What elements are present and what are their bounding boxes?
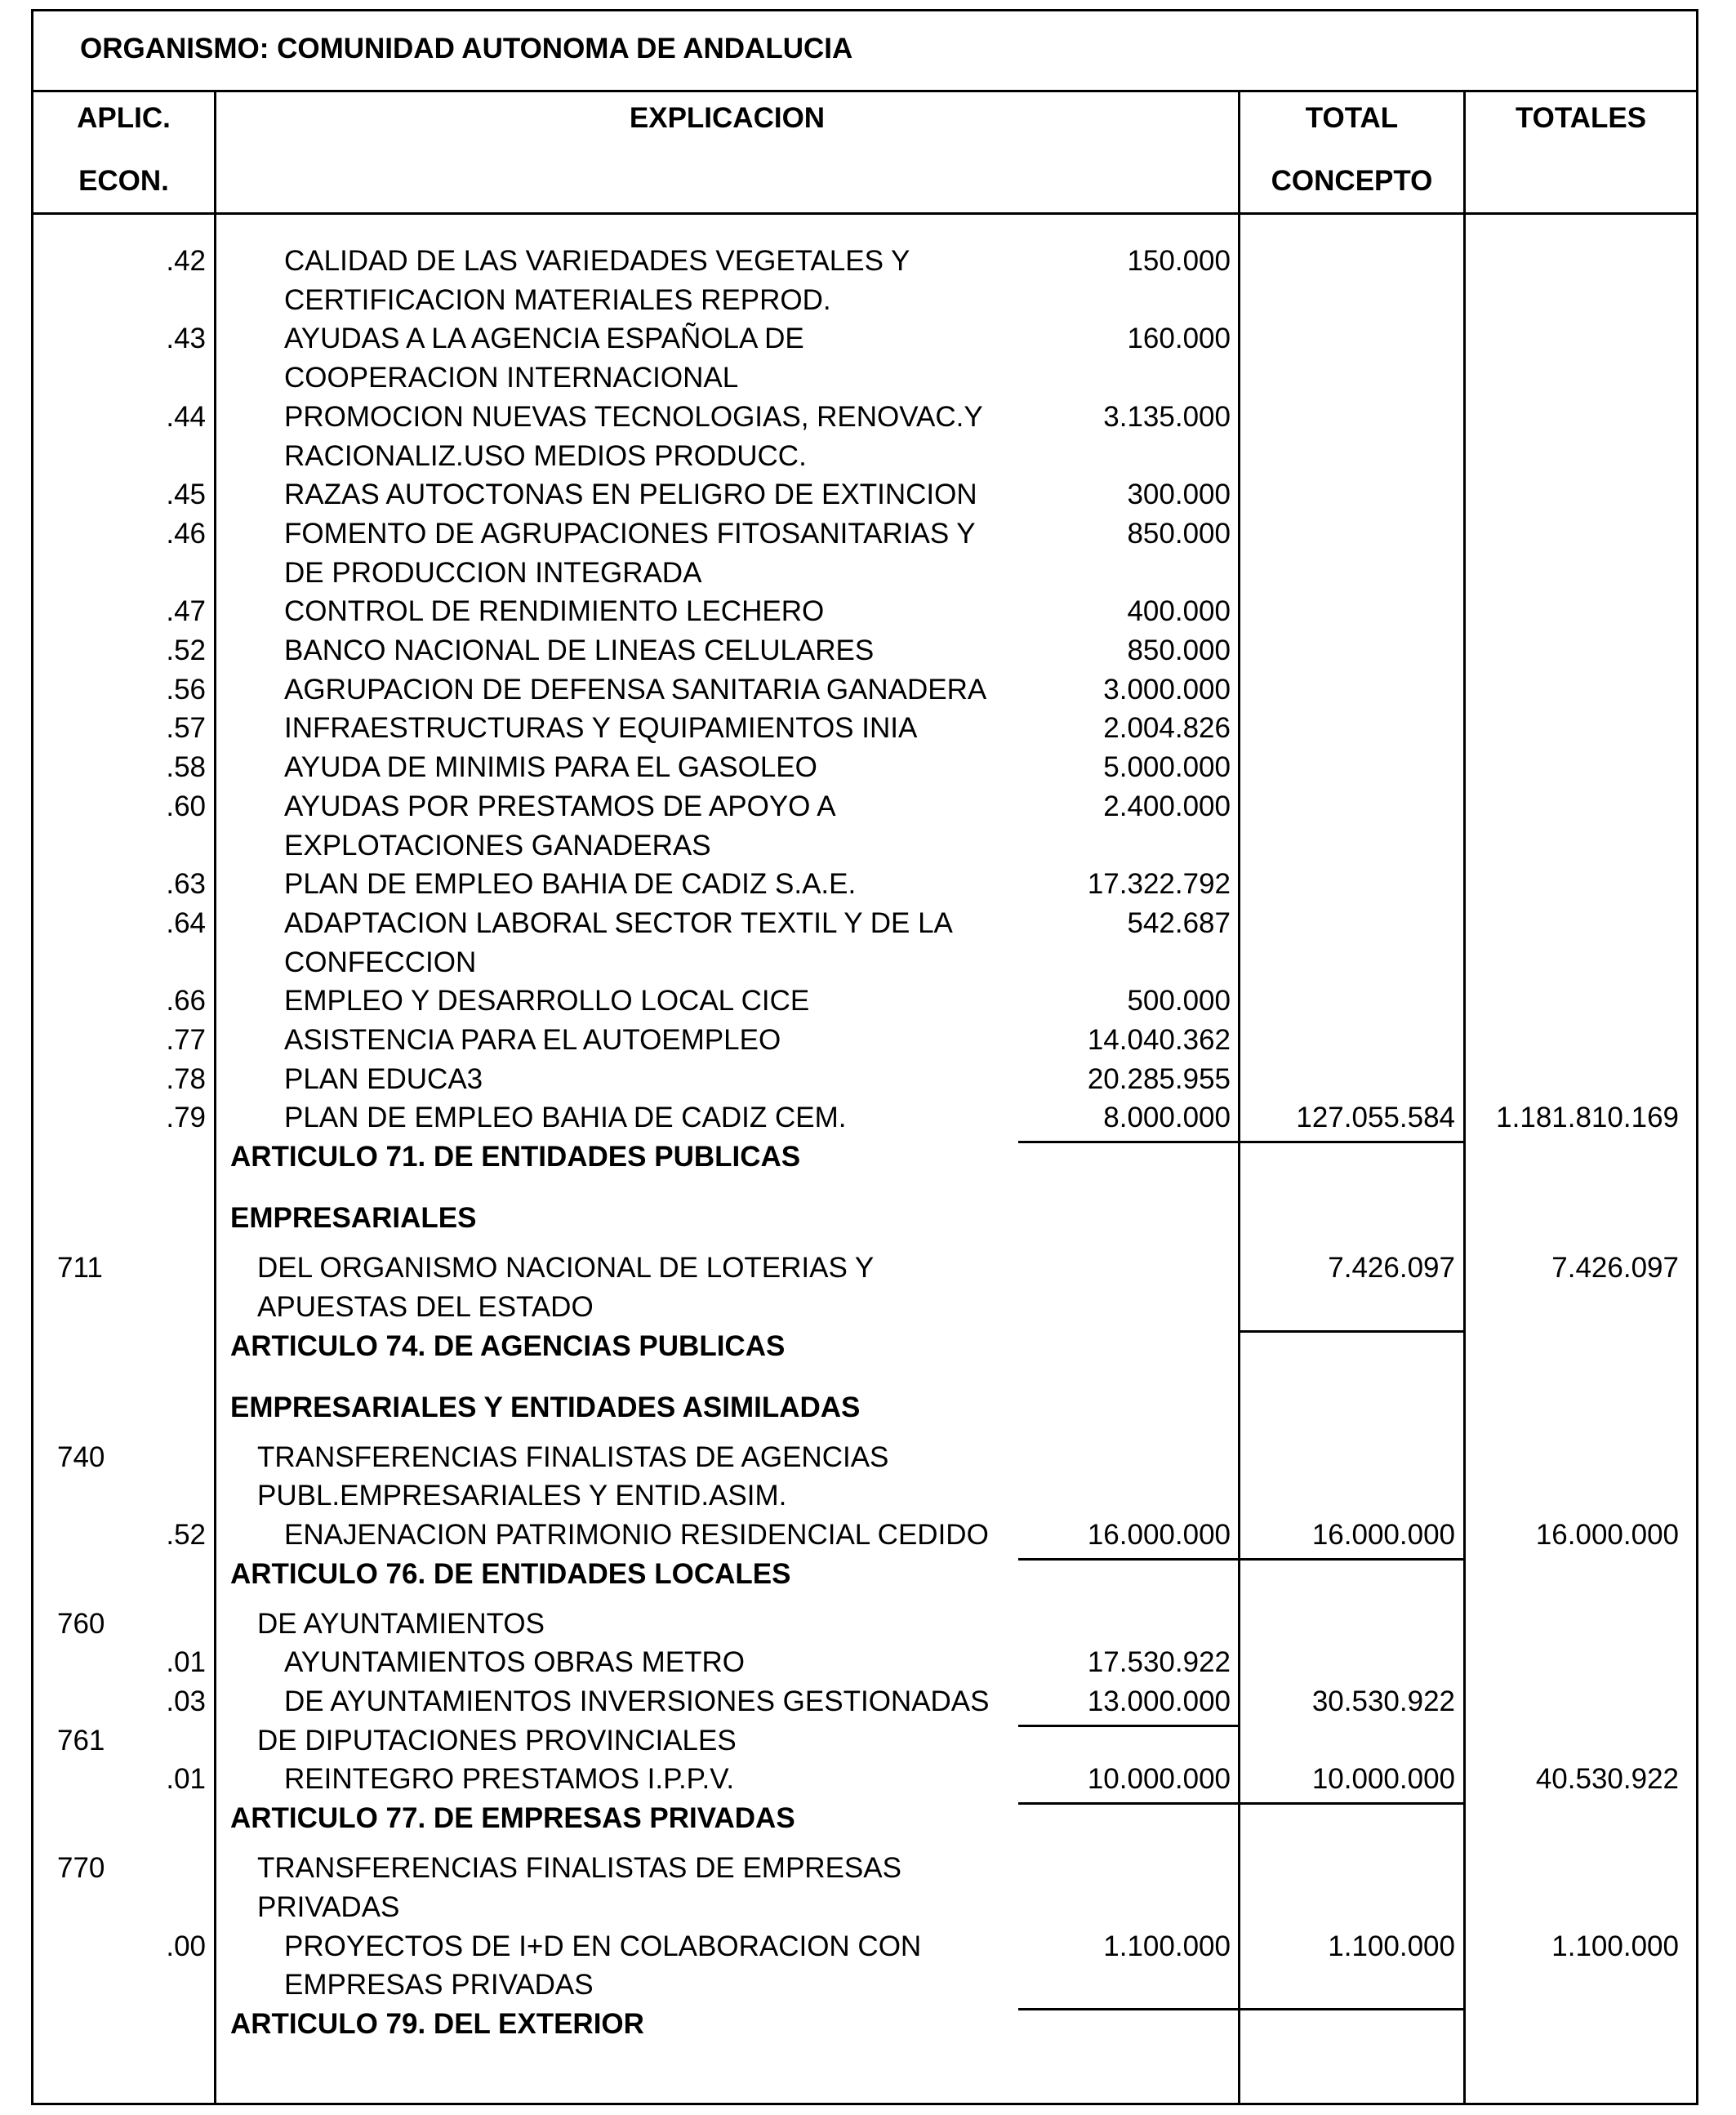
- row-description: DE PRODUCCION INTEGRADA: [284, 556, 702, 589]
- row-description: PUBL.EMPRESARIALES Y ENTID.ASIM.: [257, 1480, 787, 1512]
- row-description: PLAN DE EMPLEO BAHIA DE CADIZ CEM.: [284, 1102, 847, 1134]
- row-amount: 17.322.792: [1087, 868, 1231, 901]
- row-subcode: .63: [166, 868, 206, 901]
- article-heading: ARTICULO 76. DE ENTIDADES LOCALES: [230, 1557, 791, 1590]
- amount-underline: [1018, 2008, 1240, 2010]
- row-amount: 850.000: [1127, 634, 1231, 666]
- row-description: ADAPTACION LABORAL SECTOR TEXTIL Y DE LA: [284, 906, 953, 939]
- row-subcode: .45: [166, 479, 206, 511]
- row-subcode: .64: [166, 906, 206, 939]
- row-subcode: .47: [166, 595, 206, 628]
- row-amount: 20.285.955: [1087, 1062, 1231, 1095]
- row-description: EMPLEO Y DESARROLLO LOCAL CICE: [284, 985, 810, 1017]
- row-description: TRANSFERENCIAS FINALISTAS DE AGENCIAS: [257, 1440, 889, 1473]
- column-header-concepto: CONCEPTO: [1271, 165, 1433, 197]
- row-subcode: .03: [166, 1685, 206, 1717]
- row-subcode: .01: [166, 1646, 206, 1679]
- row-subcode: .78: [166, 1062, 206, 1095]
- frame-left: [31, 9, 33, 2105]
- row-amount: 1.100.000: [1103, 1930, 1231, 1962]
- row-description: EMPRESAS PRIVADAS: [284, 1969, 594, 2001]
- row-subcode: .52: [166, 1518, 206, 1551]
- article-heading: EMPRESARIALES Y ENTIDADES ASIMILADAS: [230, 1391, 861, 1423]
- row-description: FOMENTO DE AGRUPACIONES FITOSANITARIAS Y: [284, 517, 976, 550]
- amount-underline: [1018, 1558, 1240, 1561]
- row-subcode: .42: [166, 245, 206, 277]
- row-description: PROYECTOS DE I+D EN COLABORACION CON: [284, 1930, 922, 1962]
- row-amount: 5.000.000: [1103, 751, 1231, 784]
- row-description: DE DIPUTACIONES PROVINCIALES: [257, 1724, 737, 1757]
- row-subcode: .57: [166, 712, 206, 745]
- row-description: AYUNTAMIENTOS OBRAS METRO: [284, 1646, 745, 1679]
- row-amount: 400.000: [1127, 595, 1231, 628]
- row-subcode: .43: [166, 323, 206, 355]
- row-description: REINTEGRO PRESTAMOS I.P.P.V.: [284, 1763, 735, 1796]
- row-amount: 500.000: [1127, 985, 1231, 1017]
- concepto-underline: [1240, 1141, 1465, 1143]
- row-total-concepto: 7.426.097: [1328, 1252, 1455, 1285]
- row-description: AYUDAS POR PRESTAMOS DE APOYO A: [284, 790, 836, 822]
- row-amount: 850.000: [1127, 517, 1231, 550]
- row-description: DEL ORGANISMO NACIONAL DE LOTERIAS Y: [257, 1252, 875, 1285]
- row-subcode: .58: [166, 751, 206, 784]
- row-description: DE AYUNTAMIENTOS INVERSIONES GESTIONADAS: [284, 1685, 990, 1717]
- amount-underline: [1018, 1802, 1240, 1805]
- row-description: AYUDA DE MINIMIS PARA EL GASOLEO: [284, 751, 817, 784]
- concepto-underline: [1240, 1802, 1465, 1805]
- row-total-concepto: 127.055.584: [1296, 1102, 1455, 1134]
- row-description: INFRAESTRUCTURAS Y EQUIPAMIENTOS INIA: [284, 712, 918, 745]
- row-totales: 1.100.000: [1551, 1930, 1679, 1962]
- row-subcode: .66: [166, 985, 206, 1017]
- row-total-concepto: 16.000.000: [1311, 1518, 1455, 1551]
- row-description: PLAN DE EMPLEO BAHIA DE CADIZ S.A.E.: [284, 868, 857, 901]
- row-description: CERTIFICACION MATERIALES REPROD.: [284, 283, 831, 316]
- row-amount: 160.000: [1127, 323, 1231, 355]
- amount-underline: [1018, 1141, 1240, 1143]
- row-amount: 8.000.000: [1103, 1102, 1231, 1134]
- column-header-aplic: APLIC.: [77, 102, 171, 134]
- row-total-concepto: 1.100.000: [1328, 1930, 1455, 1962]
- row-total-concepto: 10.000.000: [1311, 1763, 1455, 1796]
- row-description: TRANSFERENCIAS FINALISTAS DE EMPRESAS: [257, 1852, 901, 1885]
- column-header-total: TOTAL: [1305, 102, 1399, 134]
- frame-bottom: [31, 2103, 1698, 2105]
- article-heading: ARTICULO 79. DEL EXTERIOR: [230, 2007, 644, 2040]
- row-subcode: .77: [166, 1024, 206, 1056]
- column-header-totales: TOTALES: [1515, 102, 1647, 134]
- organismo-title: ORGANISMO: COMUNIDAD AUTONOMA DE ANDALUCIA: [80, 33, 853, 65]
- row-description: CALIDAD DE LAS VARIEDADES VEGETALES Y: [284, 245, 910, 277]
- row-total-concepto: 30.530.922: [1311, 1685, 1455, 1717]
- row-totales: 7.426.097: [1551, 1252, 1679, 1285]
- row-amount: 3.135.000: [1103, 400, 1231, 433]
- row-code: 760: [57, 1607, 105, 1640]
- row-description: PROMOCION NUEVAS TECNOLOGIAS, RENOVAC.Y: [284, 400, 983, 433]
- row-code: 740: [57, 1440, 105, 1473]
- row-subcode: .52: [166, 634, 206, 666]
- row-description: RACIONALIZ.USO MEDIOS PRODUCC.: [284, 439, 807, 472]
- concepto-underline: [1240, 2008, 1465, 2010]
- column-header-explicacion: EXPLICACION: [629, 102, 826, 134]
- concepto-underline: [1240, 1558, 1465, 1561]
- row-amount: 2.004.826: [1103, 712, 1231, 745]
- row-description: RAZAS AUTOCTONAS EN PELIGRO DE EXTINCION: [284, 479, 977, 511]
- row-description: COOPERACION INTERNACIONAL: [284, 362, 739, 394]
- row-description: CONFECCION: [284, 946, 477, 978]
- row-totales: 16.000.000: [1535, 1518, 1679, 1551]
- article-heading: ARTICULO 74. DE AGENCIAS PUBLICAS: [230, 1329, 786, 1362]
- row-code: 770: [57, 1852, 105, 1885]
- row-description: APUESTAS DEL ESTADO: [257, 1290, 594, 1323]
- frame-right: [1696, 9, 1698, 2105]
- row-amount: 14.040.362: [1087, 1024, 1231, 1056]
- row-amount: 2.400.000: [1103, 790, 1231, 822]
- row-description: EXPLOTACIONES GANADERAS: [284, 829, 711, 862]
- row-code: 761: [57, 1724, 105, 1757]
- header-divider-bottom: [31, 212, 1698, 215]
- row-description: CONTROL DE RENDIMIENTO LECHERO: [284, 595, 825, 628]
- row-amount: 13.000.000: [1087, 1685, 1231, 1717]
- row-subcode: .79: [166, 1102, 206, 1134]
- row-amount: 150.000: [1127, 245, 1231, 277]
- concepto-underline: [1240, 1330, 1465, 1333]
- row-subcode: .01: [166, 1763, 206, 1796]
- row-amount: 17.530.922: [1087, 1646, 1231, 1679]
- article-heading: ARTICULO 71. DE ENTIDADES PUBLICAS: [230, 1141, 801, 1173]
- article-heading: EMPRESARIALES: [230, 1202, 477, 1235]
- amount-underline: [1018, 1725, 1240, 1727]
- row-description: ASISTENCIA PARA EL AUTOEMPLEO: [284, 1024, 781, 1056]
- row-amount: 10.000.000: [1087, 1763, 1231, 1796]
- row-description: DE AYUNTAMIENTOS: [257, 1607, 545, 1640]
- row-description: AGRUPACION DE DEFENSA SANITARIA GANADERA: [284, 673, 987, 706]
- row-amount: 16.000.000: [1087, 1518, 1231, 1551]
- row-subcode: .44: [166, 400, 206, 433]
- row-amount: 300.000: [1127, 479, 1231, 511]
- row-description: PRIVADAS: [257, 1890, 400, 1923]
- row-subcode: .00: [166, 1930, 206, 1962]
- frame-top: [31, 9, 1698, 11]
- column-header-econ: ECON.: [78, 165, 169, 197]
- column-divider-aplic: [214, 90, 216, 2105]
- row-description: AYUDAS A LA AGENCIA ESPAÑOLA DE: [284, 323, 804, 355]
- row-amount: 3.000.000: [1103, 673, 1231, 706]
- row-code: 711: [57, 1252, 103, 1285]
- header-divider-top: [31, 90, 1698, 92]
- row-totales: 1.181.810.169: [1496, 1102, 1679, 1134]
- row-totales: 40.530.922: [1535, 1763, 1679, 1796]
- row-subcode: .46: [166, 517, 206, 550]
- row-description: PLAN EDUCA3: [284, 1062, 483, 1095]
- article-heading: ARTICULO 77. DE EMPRESAS PRIVADAS: [230, 1802, 795, 1835]
- row-description: ENAJENACION PATRIMONIO RESIDENCIAL CEDIDO: [284, 1518, 989, 1551]
- row-amount: 542.687: [1127, 906, 1231, 939]
- row-description: BANCO NACIONAL DE LINEAS CELULARES: [284, 634, 875, 666]
- row-subcode: .56: [166, 673, 206, 706]
- row-subcode: .60: [166, 790, 206, 822]
